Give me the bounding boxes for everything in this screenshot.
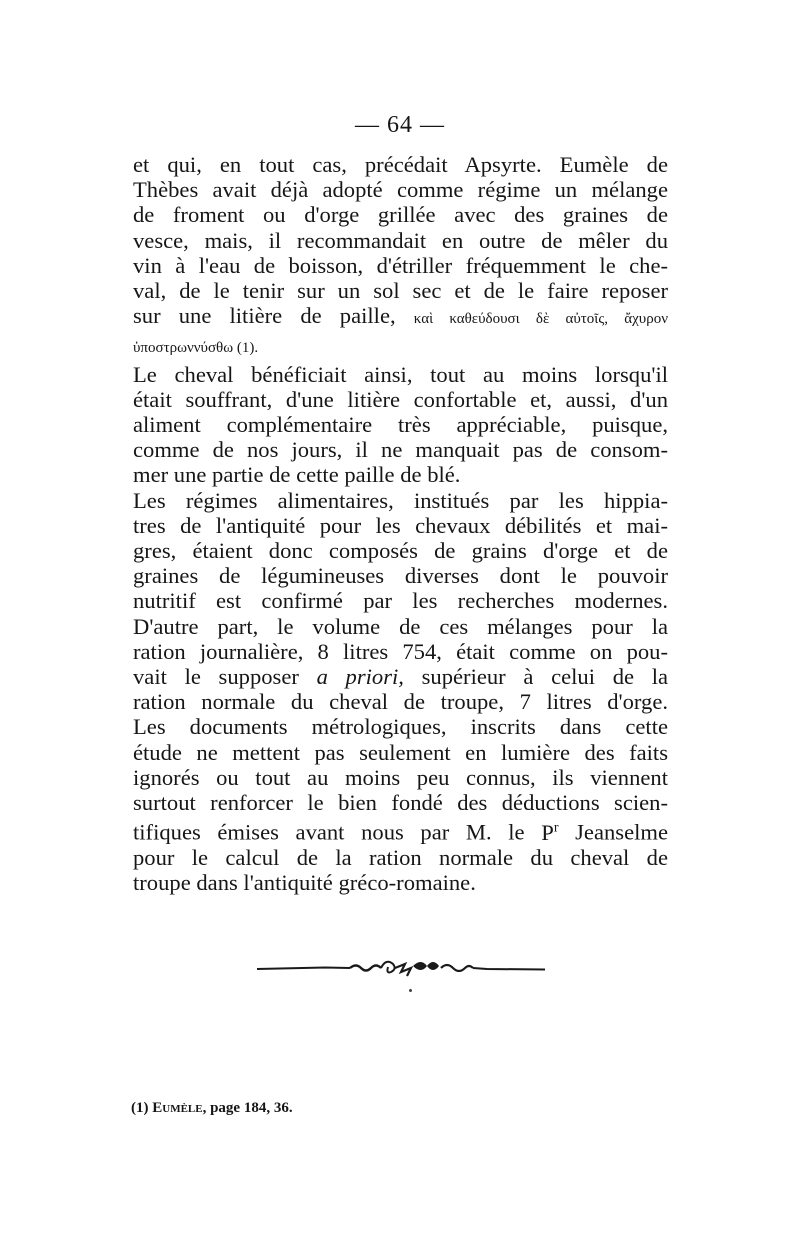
text-line: étude ne mettent pas seulement en lumière des faits — [133, 739, 668, 765]
text-line: mer une partie de cette paille de blé. — [133, 462, 461, 488]
text-line: comme de nos jours, il ne manquait pas de consom- — [133, 437, 668, 463]
footnote-author: Eumèle, — [152, 1100, 207, 1116]
text-line-professor — [133, 815, 668, 845]
text-segment: sur une litière de paille, — [133, 303, 396, 329]
abbrev-superscript: r — [553, 820, 559, 836]
text-line: surtout renforcer le bien fondé des déductions scien- — [133, 790, 668, 816]
text-line: Le cheval bénéficiait ainsi, tout au moins lorsqu'il — [133, 361, 668, 387]
greek-quotation-end: ὑποστρωννύσθω (1). — [133, 340, 259, 357]
text-line: gres, étaient donc composés de grains d'orge et de — [133, 538, 668, 564]
text-line: ration journalière, 8 litres 754, était comme on pou- — [133, 638, 668, 664]
text-line: aliment complémentaire très appréciable, puisque, — [133, 412, 668, 438]
footnote-reference: page 184, 36. — [210, 1100, 293, 1116]
page-number: — 64 — — [355, 112, 445, 138]
text-line: Les documents métrologiques, inscrits dans cette — [133, 714, 668, 740]
text-line: ignorés ou tout au moins peu connus, ils viennent — [133, 764, 668, 790]
professor-abbrev — [541, 820, 558, 845]
professor-name: Jeanselme — [575, 819, 668, 845]
text-line: graines de légumineuses diverses dont le pouvoir — [133, 563, 668, 589]
text-line: Les régimes alimentaires, institués par les hippia- — [133, 487, 668, 513]
text-line: de froment ou d'orge grillée avec des graines de — [133, 202, 668, 228]
greek-quotation: καὶ καθεύδουσι δὲ αὐτοῖς, ἄχυρον — [413, 311, 668, 328]
footnote-marker: (1) — [131, 1100, 149, 1116]
text-segment: supérieur à celui de la — [421, 664, 669, 690]
text-segment: vait le supposer — [133, 664, 299, 690]
abbrev-base: P — [541, 819, 554, 845]
text-line: troupe dans l'antiquité gréco-romaine. — [133, 870, 476, 896]
footnote — [131, 1100, 293, 1117]
text-line: pour le calcul de la ration normale du cheval de — [133, 845, 668, 871]
text-line: tres de l'antiquité pour les chevaux débilités et mai- — [133, 512, 668, 538]
text-line: D'autre part, le volume de ces mélanges pour la — [133, 613, 668, 639]
text-line: Thèbes avait déjà adopté comme régime un mélange — [133, 177, 668, 203]
text-line — [133, 332, 668, 361]
fleuron-rule-icon — [255, 952, 547, 988]
text-line: était souffrant, d'une litière confortable et, aussi, d'un — [133, 386, 668, 412]
text-line: vesce, mais, il recommandait en outre de mêler du — [133, 227, 668, 253]
ornament-dot — [409, 989, 412, 992]
text-line: ration normale du cheval de troupe, 7 litres d'orge. — [133, 689, 668, 715]
text-line-greek — [133, 303, 668, 332]
text-line: nutritif est confirmé par les recherches modernes. — [133, 588, 668, 614]
body-text — [133, 152, 668, 895]
text-line: vin à l'eau de boisson, d'étriller fréquemment le che- — [133, 252, 668, 278]
text-line: val, de le tenir sur un sol sec et de le faire reposer — [133, 278, 668, 304]
text-line-italic — [133, 664, 668, 689]
text-segment: tifiques émises avant nous par M. le — [133, 819, 525, 845]
text-line: et qui, en tout cas, précédait Apsyrte. Eumèle de — [133, 152, 668, 177]
italic-phrase: a priori, — [316, 664, 404, 690]
